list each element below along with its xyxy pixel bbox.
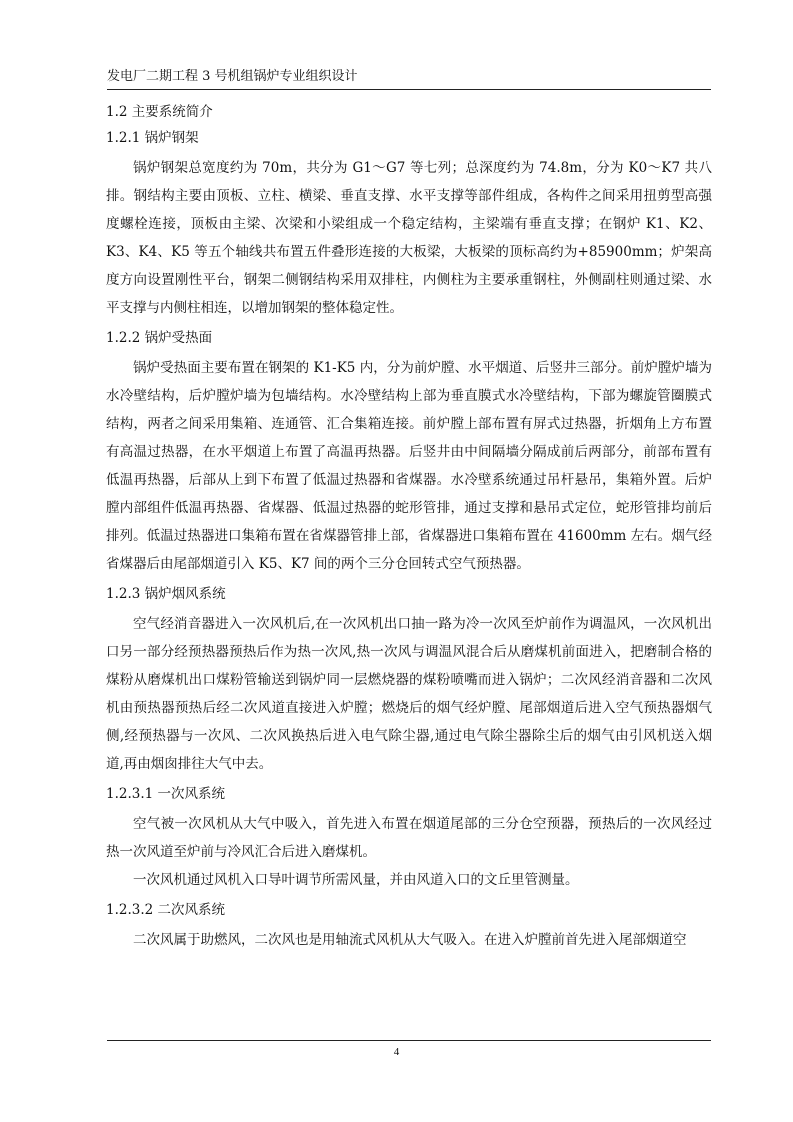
paragraph-secondary-air: 二次风属于助燃风，二次风也是用轴流式风机从大气吸入。在进入炉膛前首先进入尾部烟道空 — [133, 932, 687, 948]
paragraph-air-flue-system: 空气经消音器进入一次风机后,在一次风机出口抽一路为冷一次风至炉前作为调温风，一次风机出口另一部分经预热器预热后作为热一次风,热一次风与调温风混合后从磨煤机前面进入，把磨制合格的煤粉从磨煤机出口煤粉管输送到锅炉同一层燃烧器的煤粉喷嘴而进入锅炉；二次风经消音器和二次风机由预热器预热后经二次风道直接进入炉膛；燃烧后的烟气经炉膛、尾部烟道后进入空气预热器烟气侧,经预热器与一次风、二次风换热后进入电气除尘器,通过电气除尘器除尘后的烟气由引风机送入烟道,再由烟囱排往大气中去。 — [106, 616, 712, 772]
paragraph-heating-surface: 锅炉受热面主要布置在钢架的 K1-K5 内，分为前炉膛、水平烟道、后竖井三部分。前炉膛炉墙为水冷壁结构，后炉膛炉墙为包墙结构。水冷壁结构上部为垂直膜式水冷壁结构，下部为螺旋管圈膜式结构，两者之间采用集箱、连通管、汇合集箱连接。前炉膛上部布置有屏式过热器，折烟角上方布置有高温过热器，在水平烟道上布置了高温再热器。后竖井由中间隔墙分隔成前后两部分，前部布置有低温再热器，后部从上到下布置了低温过热器和省煤器。水冷壁系统通过吊杆悬吊，集箱外置。后炉膛内部组件低温再热器、省煤器、低温过热器的蛇形管排，通过支撑和悬吊式定位，蛇形管排均前后排列。低温过热器进口集箱布置在省煤器管排上部，省煤器进口集箱布置在 41600mm 左右。烟气经省煤器后由尾部烟道引入 K5、K7 间的两个三分仓回转式空气预热器。 — [106, 360, 712, 572]
section-heading-1-2-2: 1.2.2 锅炉受热面 — [106, 330, 213, 346]
section-heading-1-2-1: 1.2.1 锅炉钢架 — [106, 130, 199, 146]
page-header — [107, 69, 711, 90]
document-title: 发电厂二期工程 3 号机组锅炉专业组织设计 — [107, 69, 358, 84]
footer-rule — [107, 1040, 711, 1041]
paragraph-primary-air-1: 空气被一次风机从大气中吸入，首先进入布置在烟道尾部的三分仓空预器，预热后的一次风经过热一次风道至炉前与冷风汇合后进入磨煤机。 — [106, 816, 712, 860]
section-heading-1-2-3-2: 1.2.3.2 二次风系统 — [106, 902, 226, 918]
paragraph-primary-air-2: 一次风机通过风机入口导叶调节所需风量，并由风道入口的文丘里管测量。 — [133, 872, 579, 888]
page-body — [106, 96, 712, 954]
section-heading-1-2-3: 1.2.3 锅炉烟风系统 — [106, 586, 226, 602]
paragraph-boiler-frame: 锅炉钢架总宽度约为 70m，共分为 G1～G7 等七列；总深度约为 74.8m，分为 K0～K7 共八排。钢结构主要由顶板、立柱、横梁、垂直支撑、水平支撑等部件组成，各构件之间采用扭剪型高强度螺栓连接，顶板由主梁、次梁和小梁组成一个稳定结构，主梁端有垂直支撑；在钢炉 K1、K2、K3、K4、K5 等五个轴线共布置五件叠形连接的大板梁，大板梁的顶标高约为+85900mm；炉架高度方向设置刚性平台，钢架二侧钢结构采用双排柱，内侧柱为主要承重钢柱，外侧副柱则通过梁、水平支撑与内侧柱相连，以增加钢架的整体稳定性。 — [106, 160, 712, 316]
section-heading-1-2: 1.2 主要系统简介 — [106, 104, 213, 120]
page-number: 4 — [393, 1046, 400, 1058]
section-heading-1-2-3-1: 1.2.3.1 一次风系统 — [106, 786, 226, 802]
